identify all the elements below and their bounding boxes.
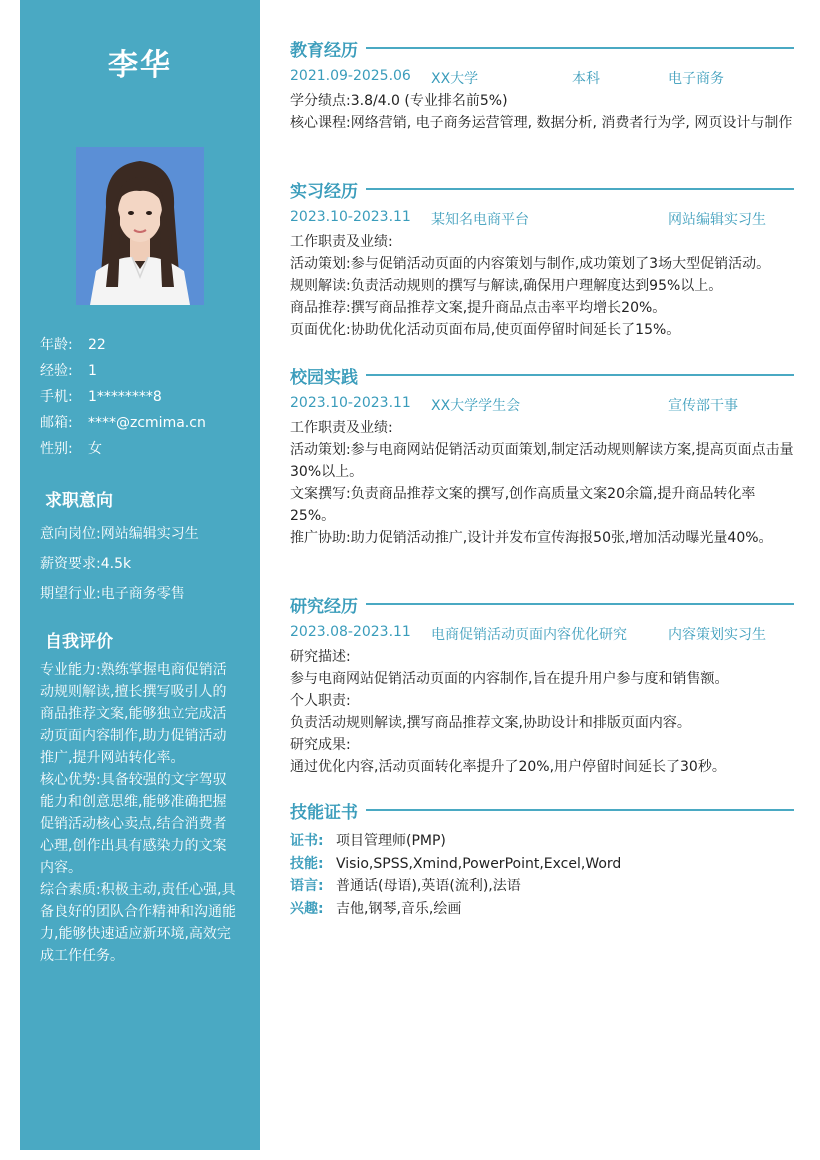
- research-meta: 2023.08-2023.11 电商促销活动页面内容优化研究 内容策划实习生: [290, 624, 766, 643]
- intent-heading: 求职意向: [45, 491, 113, 511]
- education-body: 学分绩点:3.8/4.0 (专业排名前5%) 核心课程:网络营销, 电子商务运营管理, 数据分析, 消费者行为学, 网页设计与制作: [290, 93, 793, 131]
- campus-meta: 2023.10-2023.11 XX大学学生会 宣传部干事: [290, 395, 738, 414]
- education-major: 电子商务: [668, 71, 724, 87]
- intent-item: 薪资要求:4.5k: [40, 556, 132, 572]
- info-row: 手机: 1********8: [40, 389, 162, 405]
- education-school: XX大学: [431, 71, 479, 87]
- internship-body: 工作职责及业绩: 活动策划:参与促销活动页面的内容策划与制作,成功策划了3场大型促销活动。 规则解读:负责活动规则的撰写与解读,确保用户理解度达到95%以上。 商品推荐:撰写商品推荐文案,提升商品点击率平均增长20%。 页面优化:协助优化活动页面布局,使页面停留时间延长了15%。: [290, 234, 771, 338]
- skill-row: 兴趣: 吉他,钢琴,音乐,绘画: [290, 900, 462, 917]
- skills-section: [290, 798, 794, 920]
- research-heading: 研究经历: [290, 596, 358, 617]
- campus-section: [290, 363, 794, 549]
- info-row: 邮箱: ****@zcmima.cn: [40, 415, 206, 431]
- sidebar: [20, 0, 260, 1150]
- campus-body: 工作职责及业绩: 活动策划:参与电商网站促销活动页面策划,制定活动规则解读方案,提高页面点击量30%以上。 文案撰写:负责商品推荐文案的撰写,创作高质量文案20余篇,提升商品转化率25%。 推广协助:助力促销活动推广,设计并发布宣传海报50张,增加活动曝光量40%。: [290, 420, 794, 546]
- section-divider: [366, 47, 794, 49]
- intent-item: 意向岗位:网站编辑实习生: [40, 526, 199, 542]
- self-eval-paragraph: 专业能力:熟练掌握电商促销活动规则解读,擅长撰写吸引人的商品推荐文案,能够独立完成活动页面内容制作,助力促销活动推广,提升网站转化率。: [40, 662, 227, 766]
- internship-section: [290, 177, 794, 341]
- education-section: [290, 36, 794, 134]
- skill-row: 技能: Visio,SPSS,Xmind,PowerPoint,Excel,Word: [290, 855, 622, 872]
- campus-heading: 校园实践: [290, 367, 358, 388]
- self-eval-paragraph: 核心优势:具备较强的文字驾驭能力和创意思维,能够准确把握促销活动核心卖点,结合消费者心理,创作出具有感染力的文案内容。: [40, 772, 227, 876]
- intent-item: 期望行业:电子商务零售: [40, 586, 185, 602]
- section-divider: [366, 188, 794, 190]
- info-row: 经验: 1: [40, 363, 97, 379]
- section-divider: [366, 374, 794, 376]
- skill-row: 证书: 项目管理师(PMP): [290, 833, 446, 849]
- education-degree: 本科: [572, 71, 600, 87]
- research-section: [290, 592, 794, 778]
- profile-photo: [76, 147, 204, 305]
- self-eval-paragraph: 综合素质:积极主动,责任心强,具备良好的团队合作精神和沟通能力,能够快速适应新环境,高效完成工作任务。: [40, 882, 236, 964]
- education-date: 2021.09-2025.06: [290, 68, 411, 84]
- internship-heading: 实习经历: [290, 181, 358, 202]
- personal-info: [40, 334, 206, 464]
- internship-meta: 2023.10-2023.11 某知名电商平台 网站编辑实习生: [290, 209, 766, 228]
- skills-list: [290, 830, 794, 920]
- skill-row: 语言: 普通话(母语),英语(流利),法语: [290, 878, 521, 894]
- info-row: 性别: 女: [40, 441, 102, 457]
- education-heading: 教育经历: [290, 40, 358, 61]
- candidate-name: 李华: [108, 48, 172, 83]
- education-meta: [290, 68, 794, 90]
- section-divider: [366, 809, 794, 811]
- self-eval-heading: 自我评价: [45, 632, 113, 652]
- self-evaluation: [40, 659, 240, 967]
- job-intent: [40, 522, 199, 612]
- info-row: 年龄: 22: [40, 337, 106, 353]
- skills-heading: 技能证书: [290, 802, 358, 823]
- section-divider: [366, 603, 794, 605]
- research-body: 研究描述: 参与电商网站促销活动页面的内容制作,旨在提升用户参与度和销售额。 个人职责: 负责活动规则解读,撰写商品推荐文案,协助设计和排版页面内容。 研究成果: 通过优化内容,活动页面转化率提升了20%,用户停留时间延长了30秒。: [290, 649, 729, 775]
